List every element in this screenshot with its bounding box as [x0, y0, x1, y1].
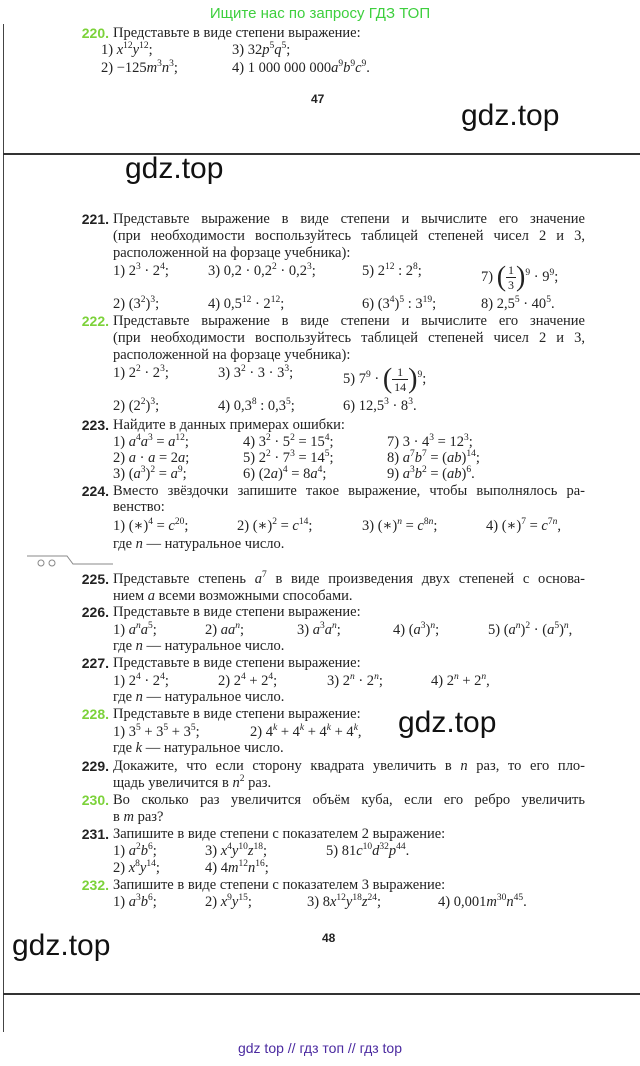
exercise-text: Представьте в виде степени выражение: [113, 604, 361, 620]
item: 3) $0,2 \cdot 0,2^2 \cdot 0,2^3$; [208, 262, 316, 279]
exercise-text: нием a всеми возможными способами. [113, 588, 353, 604]
exercise-text: щадь увеличится в $n^2$ раз. [113, 774, 272, 791]
exercise-number: 221. [81, 211, 109, 227]
exercise-text: Во сколько раз увеличится объём куба, если его ребро увеличить [113, 792, 585, 808]
item: 2) a · a = 2a; [113, 450, 190, 466]
item: 3) $a^3a^n$; [297, 621, 341, 638]
exercise-text: в m раз? [113, 809, 164, 825]
exercise-text: Представьте степень $a^7$ в виде произведения двух степеней с основа- [113, 570, 585, 587]
exercise-number: 223. [81, 417, 109, 433]
item: 1) $a^2b^6$; [113, 842, 157, 859]
exercise-number: 222. [81, 313, 109, 329]
exercise-number: 226. [81, 604, 109, 620]
watermark: gdz.top [398, 706, 497, 739]
exercise-number: 232. [81, 877, 109, 893]
exercise-text: Докажите, что если сторону квадрата увеличить в n раз, то его пло- [113, 758, 586, 774]
exercise-text: (при необходимости воспользуйтесь таблицей степеней чисел 2 и 3, [113, 330, 585, 346]
item: 1) $a^na^5$; [113, 621, 157, 638]
item: 3) (∗)$^n$ = $c^{8n}$; [362, 517, 438, 534]
page-number: 47 [311, 92, 325, 106]
item: 1) $a^4a^3 = a^{12}$; [113, 433, 189, 450]
item: 3) $8x^{12}y^{18}z^{24}$; [307, 893, 382, 910]
search-banner: Ищите нас по запросу ГДЗ ТОП [0, 0, 640, 24]
page-number: 48 [322, 931, 336, 945]
exercise-text: Представьте в виде степени выражение: [113, 655, 361, 671]
item: 4) $3^2 \cdot 5^2 = 15^4$; [243, 433, 334, 450]
item: 4) $0,001m^{30}n^{45}$. [438, 893, 527, 910]
exercise-text: Запишите в виде степени с показателем 2 выражение: [113, 826, 446, 842]
exercise-text: Представьте выражение в виде степени и вычислите его значение [113, 211, 585, 227]
exercise-number: 231. [81, 826, 109, 842]
item: 4) $4m^{12}n^{16}$; [205, 859, 269, 876]
item: 1) $2^4 \cdot 2^4$; [113, 672, 169, 689]
exercise-text: Представьте в виде степени выражение: [113, 706, 361, 722]
item: 1) $2^2 \cdot 2^3$; [113, 364, 169, 381]
exercise-number: 229. [81, 758, 109, 774]
item: 4) $0,3^8$ : $0,3^5$; [218, 397, 295, 414]
item: 1) $x^{12}y^{12}$; [101, 41, 153, 58]
exercise-text: Запишите в виде степени с показателем 3 выражение: [113, 877, 446, 893]
watermark: gdz.top [12, 929, 111, 962]
item: 1) $2^3 \cdot 2^4$; [113, 262, 169, 279]
item: 9) $a^3b^2 = (ab)^6$. [387, 465, 475, 482]
page-frame-left [3, 24, 4, 1032]
item: 4) $(a^3)^n$; [393, 621, 440, 638]
item: 4) $2^n + 2^n$, [431, 672, 490, 689]
exercise-text: Представьте выражение в виде степени и вычислите его значение [113, 313, 585, 329]
item: 6) $12,5^3 \cdot 8^3$. [343, 397, 417, 414]
watermark: gdz.top [125, 152, 224, 185]
exercise-number: 227. [81, 655, 109, 671]
exercise-text: расположенной на форзаце учебника): [113, 347, 351, 363]
item: $2) -125m^3n^3$; [101, 59, 178, 76]
item: 5) $81c^{10}d^{32}p^{44}$. [326, 842, 410, 859]
item: 4) 1 000 000 $000a^9b^9c^9$. [232, 59, 370, 76]
item: 5) $2^2 \cdot 7^3 = 14^5$; [243, 449, 334, 466]
exercise-text: (при необходимости воспользуйтесь таблицей степеней чисел 2 и 3, [113, 228, 585, 244]
exercise-number: 228. [81, 706, 109, 722]
item: 2) $4^k + 4^k + 4^k + 4^k$, [250, 723, 362, 740]
watermark: gdz.top [461, 99, 560, 132]
exercise-text: венство: [113, 499, 165, 515]
item: 2) $(2^2)^3$; [113, 397, 160, 414]
item: 2) $(3^2)^3$; [113, 295, 160, 312]
item: 3) $(a^3)^2 = a^9$; [113, 465, 187, 482]
footer-links[interactable]: gdz top // гдз топ // гдз top [237, 1040, 403, 1056]
item: 8) $2,5^5 \cdot 40^5$. [481, 295, 555, 312]
item: 3) $3^2 \cdot 3 \cdot 3^3$; [218, 364, 294, 381]
item: 2) $2^4 + 2^4$; [218, 672, 278, 689]
exercise-number: 225. [81, 571, 109, 587]
item: 2) $x^9y^{15}$; [205, 893, 252, 910]
exercise-text: Вместо звёздочки запишите такое выражение, чтобы выполнялось ра- [113, 483, 585, 499]
item: 7) $3 \cdot 4^3 = 12^3$; [387, 433, 473, 450]
item: 1) $a^3b^6$; [113, 893, 157, 910]
item: 8) $a^7b^7 = (ab)^{14}$; [387, 449, 480, 466]
item: 1) $3^5 + 3^5 + 3^5$; [113, 723, 200, 740]
item: 2) $x^8y^{14}$; [113, 859, 160, 876]
note: где n — натуральное число. [113, 689, 285, 705]
item: 2) $aa^n$; [205, 621, 244, 638]
page-divider [3, 993, 640, 995]
item: 3) $32p^5q^5$; [232, 41, 291, 58]
exercise-number: 220. [81, 25, 109, 41]
item: 7) ( $\frac{1}{3}$ )$^9 \cdot 9^9$; [481, 261, 559, 293]
item: 5) $2^{12}$ : $2^8$; [362, 262, 422, 279]
cut-line: Представьте в виде степени выражение: [113, 25, 361, 41]
item: 5) $7^9$ · ( $\frac{1}{14}$ )$^9$; [343, 363, 427, 395]
page-divider [3, 153, 640, 155]
item: 4) (∗)$^7$ = $c^{7n}$, [486, 517, 561, 534]
exercise-number: 230. [81, 792, 109, 808]
item: 4) $0,5^{12} \cdot 2^{12}$; [208, 295, 285, 312]
note: где n — натуральное число. [113, 536, 285, 552]
note: где n — натуральное число. [113, 638, 285, 654]
item: 3) $2^n \cdot 2^n$; [327, 672, 383, 689]
item: 2) (∗)$^2$ = $c^{14}$; [237, 517, 313, 534]
item: 3) $x^4y^{10}z^{18}$; [205, 842, 268, 859]
exercise-number: 224. [81, 483, 109, 499]
exercise-text: расположенной на форзаце учебника): [113, 245, 351, 261]
note: где k — натуральное число. [113, 740, 284, 756]
item: 6) $(2a)^4 = 8a^4$; [243, 465, 327, 482]
item: 5) $(a^n)^2 \cdot (a^5)^n$, [488, 621, 573, 638]
item: 1) (∗)$^4$ = $c^{20}$; [113, 517, 189, 534]
exercise-text: Найдите в данных примерах ошибки: [113, 417, 345, 433]
item: 6) $(3^4)^5$ : $3^{19}$; [362, 295, 437, 312]
